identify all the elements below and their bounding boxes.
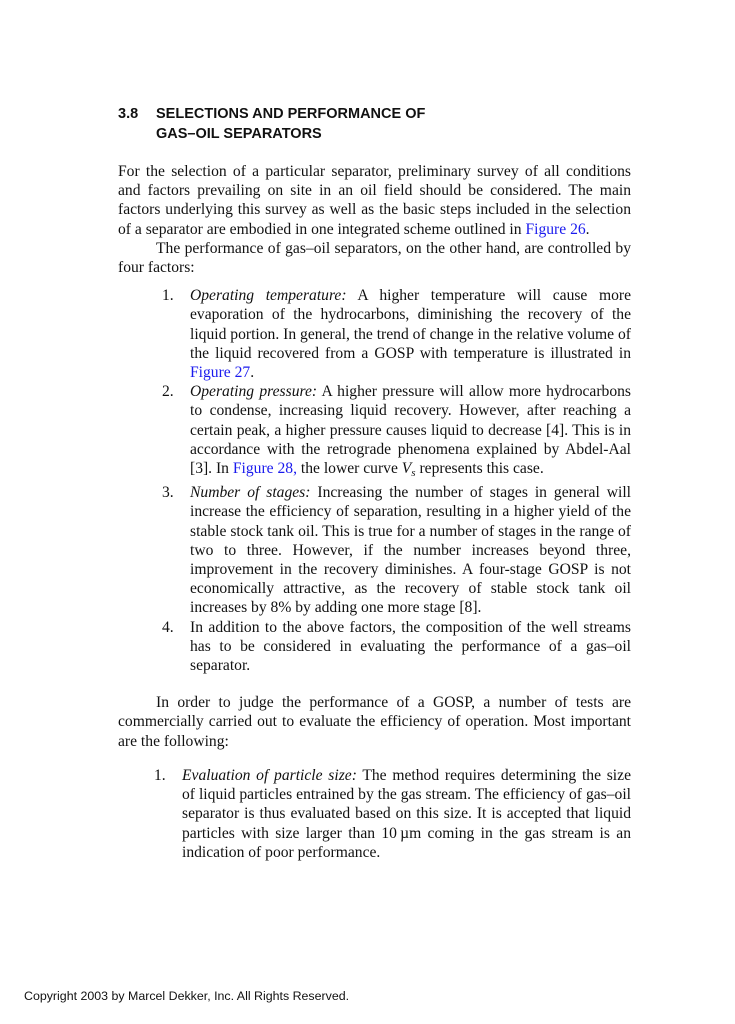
factor-term: Operating pressure: [190,383,318,401]
factor-item: 2. Operating pressure: A higher pressure will allow more hydrocarbons to condense, increasing liquid recovery. However, after reaching a certain peak, a higher pressure causes liquid to decrease [4]. This is in accordance with the retrograde phenomena explained by Abdel-Aal [3]. In Figure 28, the lower curve $V_s$ represents this case. [162,383,631,480]
factor-item: 1. Operating temperature: A higher temperature will cause more evaporation of the hydrocarbons, diminishing the recovery of the liquid portion. In general, the trend of change in the relative volume of the liquid recovered from a GOSP with temperature is illustrated in Figure 27. [162,287,632,382]
factor-term: Number of stages: [190,484,311,502]
section-heading [118,104,638,144]
body-text [118,162,631,862]
factors-list [118,286,631,675]
section-title-line-1: SELECTIONS AND PERFORMANCE OF [156,106,426,122]
variable-subscript: s [411,467,416,480]
copyright-footer: Copyright 2003 by Marcel Dekker, Inc. All Rights Reserved. [24,989,350,1003]
factor-term: Operating temperature: [190,287,347,305]
test-item: 1. Evaluation of particle size: The method requires determining the size of liquid particles entrained by the gas stream. The efficiency of gas–oil separator is thus evaluated based on this size. It is accepted that liquid particles with size larger than 10 µm coming in the gas stream is an indication of poor performance. [154,766,631,861]
figure-27-link[interactable]: Figure 27 [190,364,251,382]
factor-item: 3. Number of stages: Increasing the number of stages in general will increase the efficiency of separation, resulting in a higher yield of the stable stock tank oil. This is true for a number of stages in the range of two to three. However, if the number increases beyond three, improvement in the recovery diminishes. A four-stage GOSP is not economically attractive, as the recovery of stable stock tank oil increases by 8% by adding one more stage [8]. [162,484,631,617]
figure-26-link[interactable]: Figure 26 [525,220,586,238]
paragraph-tests: In order to judge the performance of a GOSP, a number of tests are commercially carried out to evaluate the efficiency of operation. Most important are the following: [118,694,631,750]
factor-item: 4. In addition to the above factors, the composition of the well streams has to be considered in evaluating the performance of a gas–oil separator. [162,618,631,675]
paragraph-performance: The performance of gas–oil separators, on the other hand, are controlled by four factors: [118,239,631,277]
section-number: 3.8 [118,106,139,122]
figure-28-link[interactable]: Figure 28, [232,460,297,478]
test-term: Evaluation of particle size: [182,766,357,784]
section-title-line-2: GAS–OIL SEPARATORS [156,126,322,142]
paragraph-selection: For the selection of a particular separator, preliminary survey of all conditions and factors prevailing on site in an oil field should be considered. The main factors underlying this survey as well as the basic steps included in the selection of a separator are embodied in one integrated scheme outlined in Figure 26. [118,163,631,238]
tests-list [118,766,631,862]
variable-v: V [401,460,412,478]
